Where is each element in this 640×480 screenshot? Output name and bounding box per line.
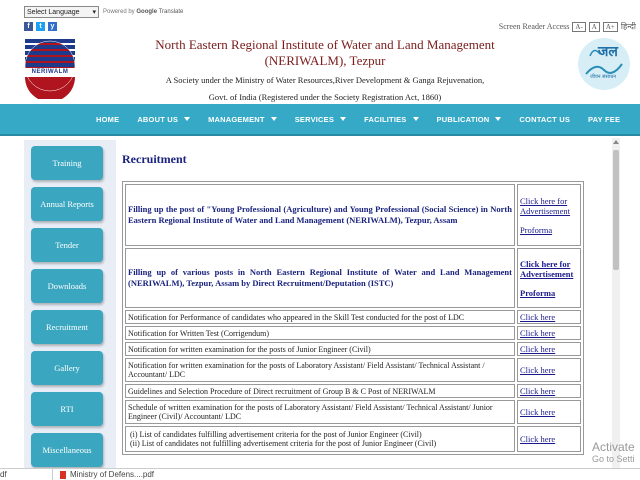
click-here-link[interactable]: Click here [520, 407, 556, 417]
sidebar-item-rti[interactable]: RTI [31, 392, 103, 426]
click-here-link[interactable]: Click here [520, 365, 556, 375]
click-here-link[interactable]: Click here [520, 312, 556, 322]
sidebar-item-miscellaneous[interactable]: Miscellaneous [31, 433, 103, 467]
nav-services[interactable]: SERVICES [295, 115, 346, 124]
language-select-label: Select Language [27, 8, 80, 16]
nav-facilities[interactable]: FACILITIES [364, 115, 418, 124]
row-description: Schedule of written examination for the posts of Laboratory Assistant/ Field Assistant/ Technical Assistant/ Junior Engineer (Civil)/ Accountant/ LDC [125, 400, 515, 424]
language-select[interactable] [24, 6, 99, 18]
row-links [517, 248, 581, 308]
nav-about-us[interactable]: ABOUT US [137, 115, 190, 124]
scroll-thumb[interactable] [613, 150, 619, 270]
sidebar-item-downloads[interactable]: Downloads [31, 269, 103, 303]
row-description: Filling up of various posts in North Eastern Regional Institute of Water and Land Management (NERIWALM), Tezpur, Assam by Direct Recruitment/Deputation (ISTC) [125, 248, 515, 308]
main-content [122, 152, 602, 455]
facebook-icon[interactable]: f [24, 22, 33, 31]
table-row [125, 310, 581, 324]
row-description: Filling up the post of "Young Professional (Agriculture) and Young Professional (Social Science) in North Eastern Regional Institute of Water and Land Management (NERIWALM), Tezpur, Assam [125, 184, 515, 246]
click-here-link[interactable]: Click here [520, 328, 556, 338]
recruitment-table [122, 181, 584, 455]
scroll-up-icon[interactable] [613, 140, 619, 144]
social-links [24, 22, 57, 31]
row-description: Notification for Written Test (Corrigendum) [125, 326, 515, 340]
table-row [125, 426, 581, 452]
table-row [125, 184, 581, 246]
row-description: Guidelines and Selection Procedure of Direct recruitment of Group B & C Post of NERIWALM [125, 384, 515, 398]
click-here-link[interactable]: Click here [520, 386, 556, 396]
language-bar [24, 6, 183, 18]
download-item[interactable] [60, 470, 154, 479]
neriwalm-logo[interactable] [24, 33, 76, 99]
table-row [125, 400, 581, 424]
nav-publication[interactable]: PUBLICATION [437, 115, 502, 124]
table-row [125, 342, 581, 356]
row-links [517, 184, 581, 246]
translate-link[interactable]: Translate [158, 9, 184, 15]
logo-caption: NERIWALM [31, 69, 69, 75]
caret-down-icon [184, 117, 190, 121]
chevron-down-icon: ▾ [92, 9, 96, 16]
sidebar-item-tender[interactable]: Tender [31, 228, 103, 262]
sidebar-item-recruitment[interactable]: Recruitment [31, 310, 103, 344]
table-row [125, 326, 581, 340]
caret-down-icon [495, 117, 501, 121]
main-nav [0, 104, 640, 136]
institute-subtitle: A Society under the Ministry of Water Resources,River Development & Ganga Rejuvenation, Govt. of India (Registered under the Society Registration Act, 1860) [165, 75, 485, 102]
advertisement-link[interactable]: Click here for Advertisement [520, 258, 574, 279]
download-bar [0, 468, 640, 480]
caret-down-icon [271, 117, 277, 121]
caret-down-icon [340, 117, 346, 121]
font-increase-button[interactable]: A+ [603, 22, 618, 32]
sidebar-item-training[interactable]: Training [31, 146, 103, 180]
page-title-institute: North Eastern Regional Institute of Water and Land Management (NERIWALM), Tezpur [155, 37, 495, 68]
nav-pay-fee[interactable]: PAY FEE [588, 114, 621, 124]
font-decrease-button[interactable]: A- [572, 22, 585, 32]
pdf-file-icon [60, 471, 66, 479]
advertisement-link[interactable]: Click here for Advertisement [520, 195, 571, 216]
table-row [125, 358, 581, 382]
font-normal-button[interactable]: A [589, 22, 600, 32]
download-item[interactable]: df [0, 470, 7, 479]
youtube-icon[interactable]: y [48, 22, 57, 31]
row-description: Notification for Performance of candidates who appeared in the Skill Test conducted for the post of LDC [125, 310, 515, 324]
proforma-link[interactable]: Proforma [520, 287, 556, 298]
google-logo-text: Google [136, 9, 158, 15]
row-description: Notification for written examination for the posts of Junior Engineer (Civil) [125, 342, 515, 356]
nav-home[interactable]: HOME [96, 114, 120, 124]
jal-logo [576, 34, 632, 96]
nav-management[interactable]: MANAGEMENT [208, 115, 277, 124]
click-here-link[interactable]: Click here [520, 344, 556, 354]
accessibility-bar [499, 21, 636, 32]
nav-contact-us[interactable]: CONTACT US [519, 114, 571, 124]
caret-down-icon [413, 117, 419, 121]
powered-by-text: Powered by Google Translate [103, 9, 184, 15]
twitter-icon[interactable]: t [36, 22, 45, 31]
row-description: Notification for written examination for the posts of Laboratory Assistant/ Field Assistant/ Technical Assistant / Accountant/ LDC [125, 358, 515, 382]
download-item-label: Ministry of Defens....pdf [70, 470, 155, 479]
sidebar-item-gallery[interactable]: Gallery [31, 351, 103, 385]
neriwalm-logo-icon [24, 33, 76, 99]
sidebar-item-annual-reports[interactable]: Annual Reports [31, 187, 103, 221]
jal-logo-subtext: जीवन संसाधन [590, 74, 617, 80]
click-here-link[interactable]: Click here [520, 434, 556, 444]
sidebar [24, 140, 116, 480]
screen-reader-link[interactable]: Screen Reader Access [498, 22, 570, 31]
hindi-link[interactable]: हिन्दी [620, 22, 636, 31]
windows-activation-watermark: Activate Go to Setti [592, 440, 635, 464]
page-title: Recruitment [122, 152, 187, 166]
proforma-link[interactable]: Proforma [520, 224, 553, 235]
page-scrollbar[interactable] [612, 138, 620, 468]
table-row [125, 384, 581, 398]
divider [52, 469, 53, 480]
table-row [125, 248, 581, 308]
row-description: (i) List of candidates fulfilling advertisement criteria for the post of Junior Engineer (Civil) (ii) List of candidates not fulfilling advertisement criteria for the post of Junior Engineer (Civil) [125, 426, 515, 452]
jal-logo-text: जल [598, 44, 618, 60]
